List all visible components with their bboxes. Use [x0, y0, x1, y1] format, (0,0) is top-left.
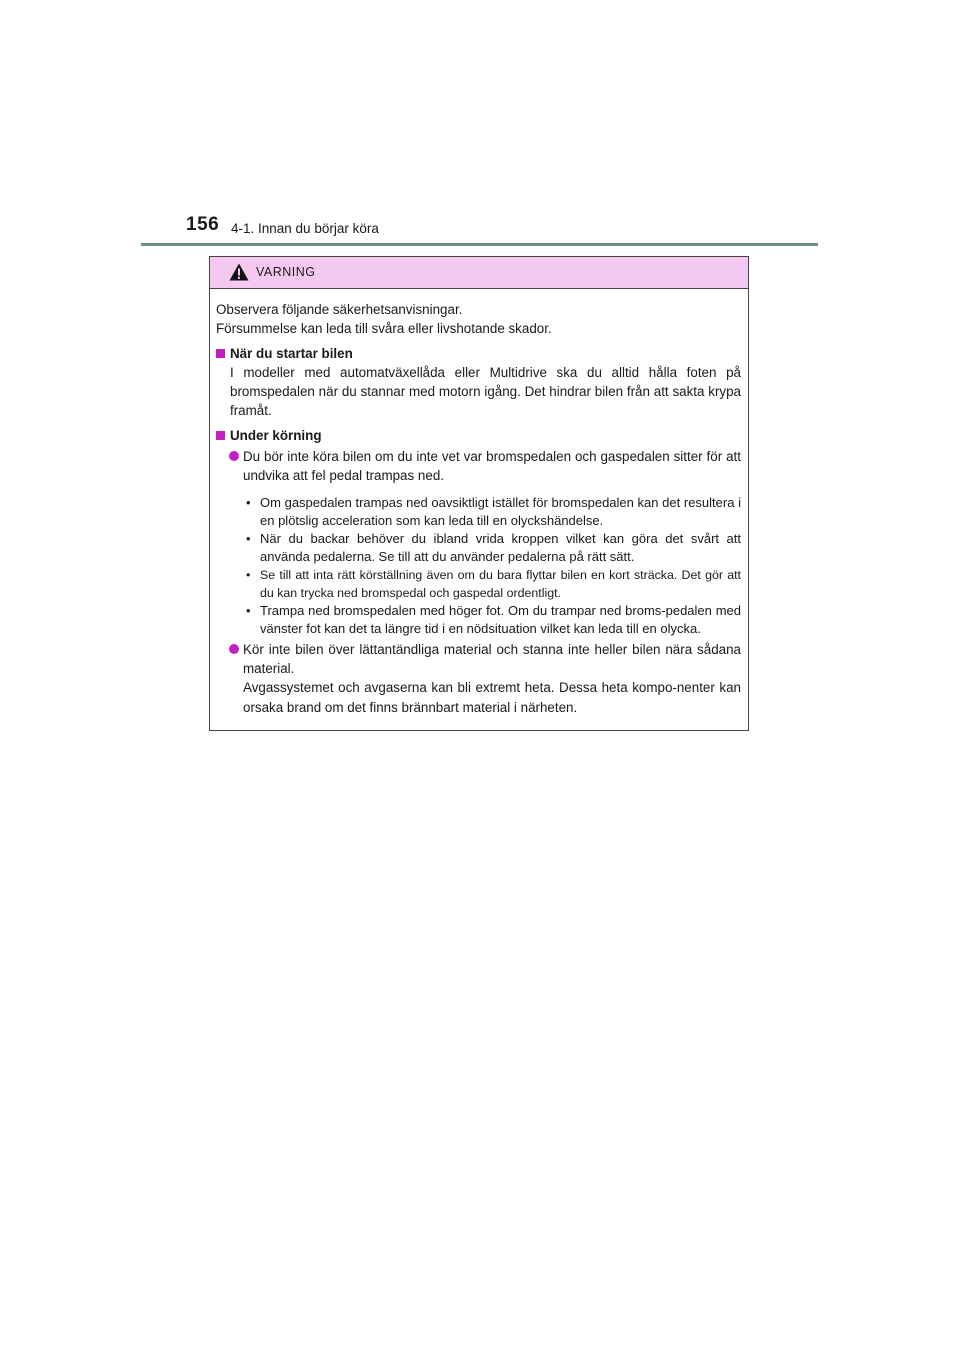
- section-title: 4-1. Innan du börjar köra: [231, 221, 379, 236]
- sub-list-item: [216, 602, 741, 638]
- bullet-dot-icon: •: [246, 530, 251, 546]
- sub-item-text: Om gaspedalen trampas ned oavsiktligt istället för bromspedalen kan det resultera i en plötslig acceleration som kan leda till en olyckshändelse.: [260, 494, 741, 528]
- bullet-dot-icon: •: [246, 602, 251, 618]
- point-text: Du bör inte köra bilen om du inte vet var bromspedalen och gaspedalen sitter för att undvika att fel pedal trampas ned.: [243, 449, 741, 484]
- driving-point-flammable: [216, 640, 741, 717]
- intro-line: Observera följande säkerhetsanvisningar.: [216, 302, 463, 317]
- header-rule: [141, 243, 818, 246]
- heading-text: Under körning: [230, 427, 322, 443]
- sub-item-text: När du backar behöver du ibland vrida kroppen vilket kan göra det svårt att använda pedalerna. Se till att du använder pedalerna på rätt sätt.: [260, 530, 741, 564]
- sub-list-item: [216, 566, 741, 602]
- sub-list-item: [216, 494, 741, 530]
- starting-text: I modeller med automatväxellåda eller Multidrive ska du alltid hålla foten på bromspedalen när du stannar med motorn igång. Det hindrar bilen från att sakta krypa framåt.: [230, 364, 741, 419]
- heading-text: När du startar bilen: [230, 345, 353, 361]
- sub-list: [216, 494, 741, 638]
- sub-list-item: [216, 530, 741, 566]
- warning-body: [210, 289, 748, 717]
- square-bullet-icon: [216, 431, 225, 440]
- bullet-dot-icon: •: [246, 567, 251, 582]
- bullet-dot-icon: •: [246, 494, 251, 510]
- circle-bullet-icon: [229, 451, 239, 461]
- page-number: 156: [186, 214, 220, 235]
- intro-line: Försummelse kan leda till svåra eller livshotande skador.: [216, 321, 552, 337]
- warning-header: [210, 257, 748, 289]
- point-text: Avgassystemet och avgaserna kan bli extremt heta. Dessa heta kompo-nenter kan orsaka brand om det finns brännbart material i närheten.: [243, 680, 741, 715]
- point-text: Kör inte bilen över lättantändliga material och stanna inte heller bilen nära sådana material.: [243, 641, 741, 676]
- warning-label: VARNING: [256, 265, 316, 279]
- item-heading-driving: [216, 426, 741, 445]
- warning-box: [209, 256, 749, 731]
- sub-item-text: Trampa ned bromspedalen med höger fot. Om du trampar ned broms-pedalen med vänster fot kan det ta längre tid i en nödsituation vilket kan leda till en olycka.: [260, 602, 741, 636]
- sub-item-text: Se till att inta rätt körställning även om du bara flyttar bilen en kort sträcka. Det gör att du kan trycka ned bromspedal och gaspedal ordentligt.: [260, 567, 741, 600]
- driving-point-pedals: [216, 447, 741, 486]
- circle-bullet-icon: [229, 644, 239, 654]
- item-heading-starting: [216, 344, 741, 363]
- square-bullet-icon: [216, 349, 225, 358]
- warning-triangle-icon: [229, 263, 249, 281]
